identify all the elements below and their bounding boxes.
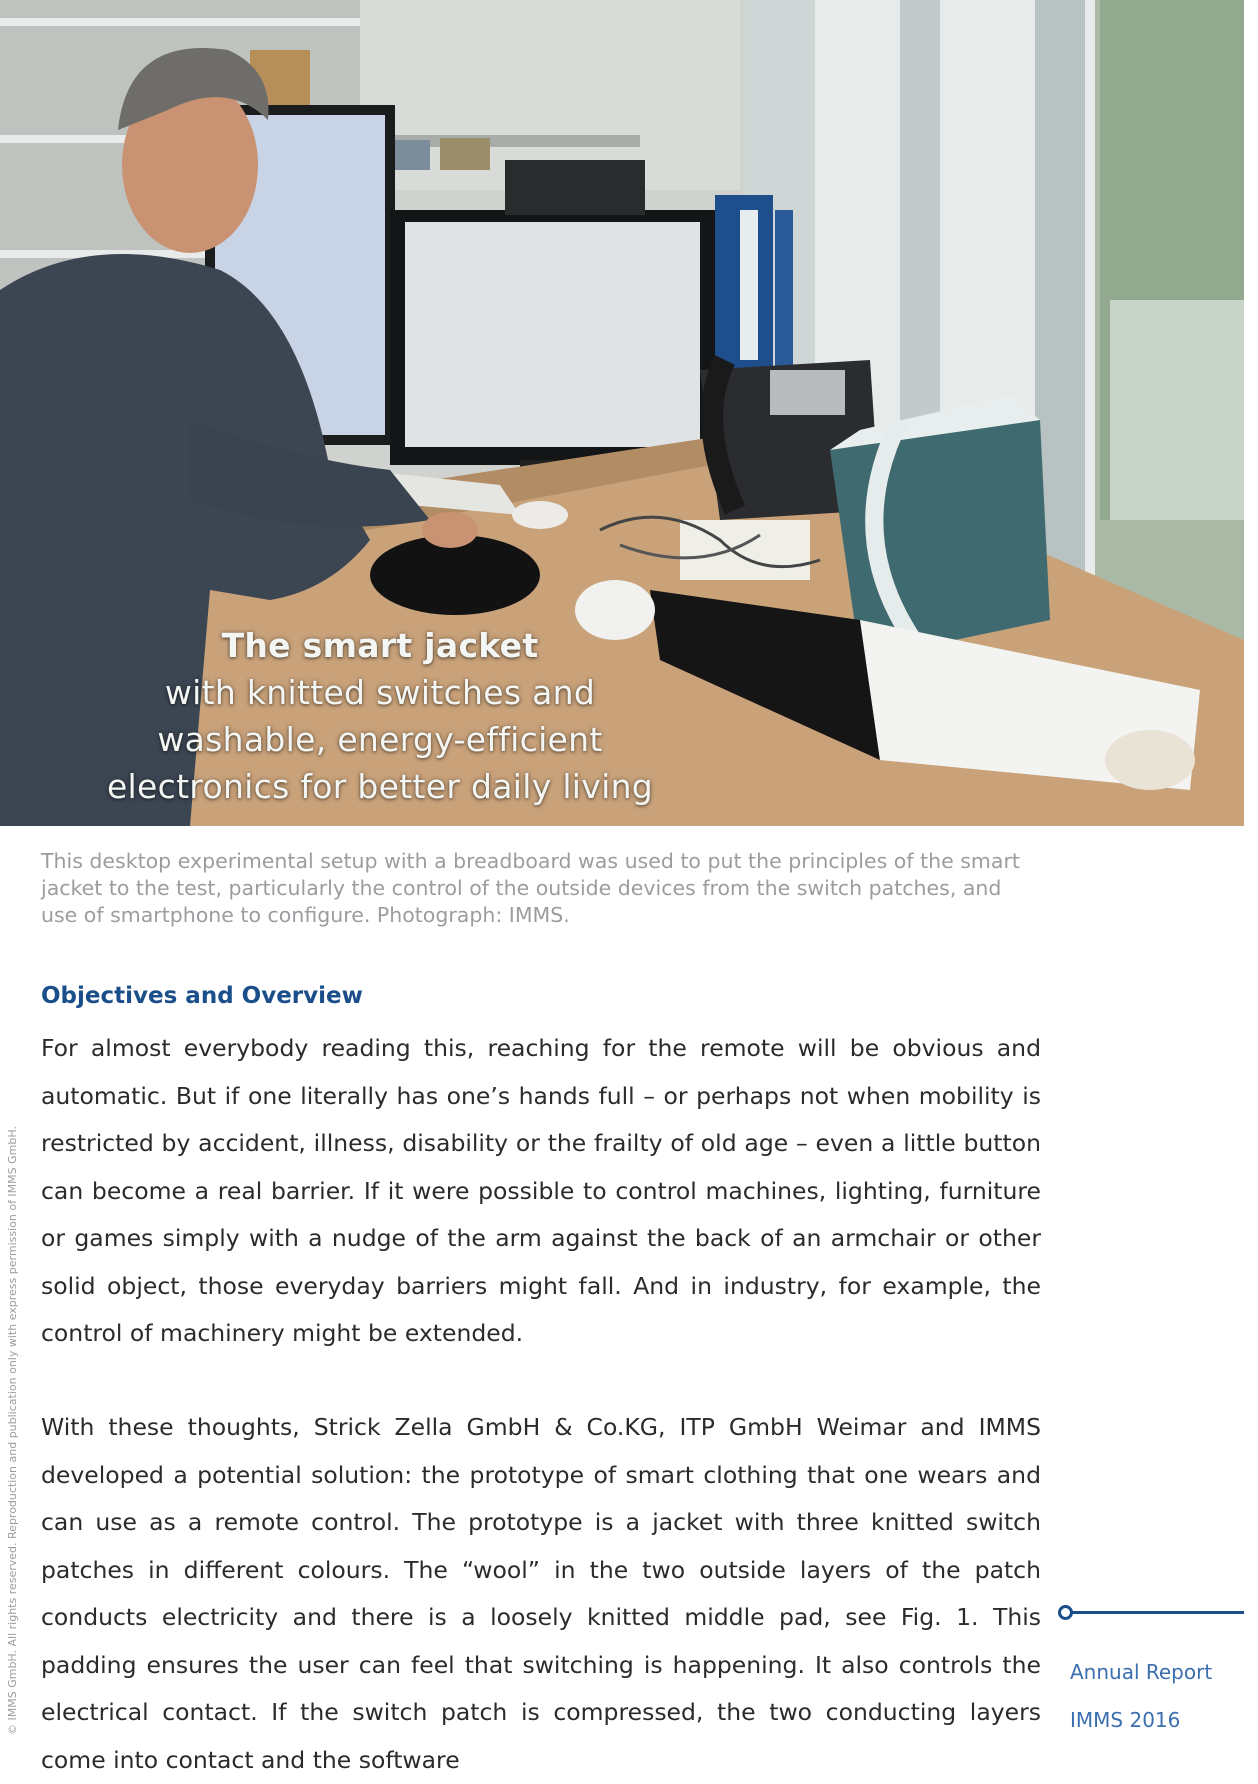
margin-rule: [1066, 1611, 1244, 1614]
body-paragraph: For almost everybody reading this, reaching for the remote will be obvious and automatic. But if one literally has one’s hands full – or perhaps not when mobility is restricted by accident, illness, disability or the frailty of old age – even a little button can become a real barrier. If it were possible to control machines, lighting, furniture or games simply with a nudge of the arm against the back of an armchair or other solid object, those everyday barriers might fall. And in industry, for example, the control of machinery might be extended.: [41, 1034, 1041, 1347]
hero-photo: [0, 0, 1244, 826]
photo-caption-title: The smart jacket: [221, 626, 539, 665]
section-heading: Objectives and Overview: [41, 983, 363, 1009]
body-paragraph: With these thoughts, Strick Zella GmbH & Co.KG, ITP GmbH Weimar and IMMS developed a potential solution: the prototype of smart clothing that one wears and can use as a remote control. The prototype is a jacket with three knitted switch patches in different colours. The “wool” in the two outside layers of the patch conducts electricity and there is a loosely knitted middle pad, see Fig. 1. This padding ensures the user can feel that switching is happening. It also controls the electrical contact. If the switch patch is compressed, the two conducting layers come into contact and the software: [41, 1413, 1041, 1774]
report-year-label: IMMS 2016: [1070, 1708, 1181, 1732]
photo-caption-line: electronics for better daily living: [106, 767, 654, 806]
copyright-notice: © IMMS GmbH. All rights reserved. Reproduction and publication only with express permission of IMMS GmbH.: [6, 1126, 19, 1735]
margin-dot-icon: [1058, 1605, 1073, 1620]
figure-caption: This desktop experimental setup with a breadboard was used to put the principles of the smart jacket to the test, particularly the control of the outside devices from the switch patches, and use of smartphone to configure. Photograph: IMMS.: [41, 849, 1020, 927]
photo-caption: [0, 622, 760, 810]
photo-caption-line: washable, energy-efficient: [157, 720, 603, 759]
photo-caption-line: with knitted switches and: [164, 673, 596, 712]
annual-report-label: Annual Report: [1070, 1660, 1213, 1684]
margin-note: [1070, 1648, 1250, 1744]
